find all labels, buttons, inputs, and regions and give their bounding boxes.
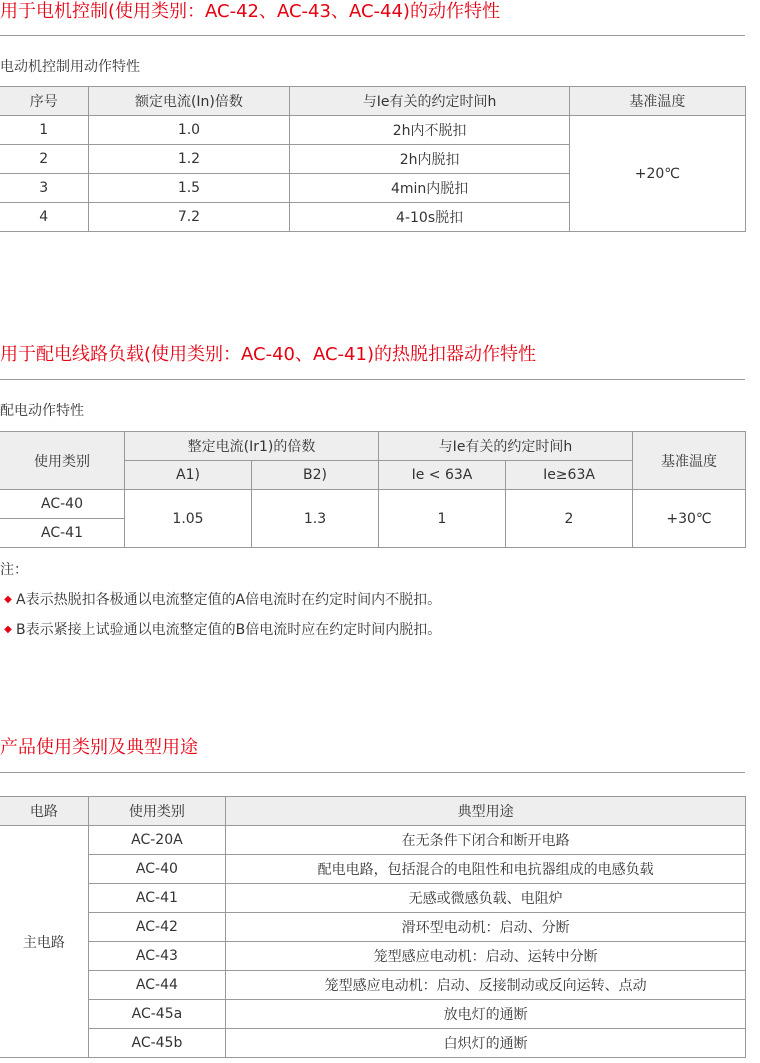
bullet-diamond-icon: ◆	[4, 594, 12, 605]
cell-a: 1.05	[125, 490, 252, 548]
table-row	[0, 1000, 746, 1029]
cell-use: 放电灯的通断	[226, 1000, 746, 1029]
table-row	[0, 1029, 746, 1058]
cell-category: AC-40	[0, 490, 125, 519]
cell-lt63: 1	[379, 490, 506, 548]
table-row	[0, 884, 746, 913]
note-label: 注：	[0, 562, 28, 578]
note-text: A表示热脱扣各极通以电流整定值的A倍电流时在约定时间内不脱扣。	[16, 592, 442, 608]
cell-ge63: 2	[506, 490, 633, 548]
table-row	[0, 490, 746, 519]
cell-temp: +20℃	[569, 116, 745, 232]
cell-time: 4min内脱扣	[290, 174, 569, 203]
cell-use: 白炽灯的通断	[226, 1029, 746, 1058]
section3-title: 产品使用类别及典型用途	[0, 737, 198, 758]
section2-divider	[0, 379, 745, 380]
table-row	[0, 971, 746, 1000]
col-header-time: 与Ie有关的约定时间h	[290, 87, 569, 116]
col-header-circuit: 电路	[0, 797, 88, 826]
col-header-multiple: 整定电流(Ir1)的倍数	[125, 432, 379, 461]
usage-table	[0, 796, 746, 1058]
section1-caption: 电动机控制用动作特性	[0, 59, 140, 75]
cell-multiple: 1.0	[88, 116, 290, 145]
cell-category: AC-45a	[88, 1000, 226, 1029]
cell-category: AC-45b	[88, 1029, 226, 1058]
note-item	[0, 615, 441, 645]
notes	[0, 555, 441, 645]
cell-category: AC-41	[88, 884, 226, 913]
cell-circuit: 主电路	[0, 826, 88, 1058]
col-header-category: 使用类别	[0, 432, 125, 490]
section2-title: 用于配电线路负载(使用类别：AC-40、AC-41)的热脱扣器动作特性	[0, 344, 536, 365]
cell-no: 1	[0, 116, 88, 145]
cell-use: 配电电路，包括混合的电阻性和电抗器组成的电感负载	[226, 855, 746, 884]
table-row	[0, 116, 746, 145]
sub-header-ge63: Ie≥63A	[506, 461, 633, 490]
table-row	[0, 913, 746, 942]
distribution-table	[0, 431, 746, 548]
cell-use: 在无条件下闭合和断开电路	[226, 826, 746, 855]
cell-b: 1.3	[252, 490, 379, 548]
section1-divider	[0, 35, 745, 36]
cell-multiple: 1.5	[88, 174, 290, 203]
cell-time: 2h内不脱扣	[290, 116, 569, 145]
col-header-temp: 基准温度	[633, 432, 746, 490]
bullet-diamond-icon: ◆	[4, 624, 12, 635]
cell-time: 4-10s脱扣	[290, 203, 569, 232]
col-header-no: 序号	[0, 87, 88, 116]
cell-use: 笼型感应电动机：启动、反接制动或反向运转、点动	[226, 971, 746, 1000]
cell-no: 4	[0, 203, 88, 232]
cell-temp: +30℃	[633, 490, 746, 548]
cell-use: 无感或微感负载、电阻炉	[226, 884, 746, 913]
note-item	[0, 585, 441, 615]
col-header-multiple: 额定电流(In)倍数	[88, 87, 290, 116]
cell-use: 滑环型电动机：启动、分断	[226, 913, 746, 942]
table-row	[0, 942, 746, 971]
cell-time: 2h内脱扣	[290, 145, 569, 174]
sub-header-lt63: Ie < 63A	[379, 461, 506, 490]
table-row	[0, 855, 746, 884]
cell-category: AC-43	[88, 942, 226, 971]
col-header-category: 使用类别	[88, 797, 226, 826]
cell-use: 笼型感应电动机：启动、运转中分断	[226, 942, 746, 971]
sub-header-b: B2)	[252, 461, 379, 490]
section2-caption: 配电动作特性	[0, 403, 84, 419]
col-header-use: 典型用途	[226, 797, 746, 826]
table-row	[0, 826, 746, 855]
section1-title: 用于电机控制(使用类别：AC-42、AC-43、AC-44)的动作特性	[0, 1, 500, 22]
cell-multiple: 7.2	[88, 203, 290, 232]
section3-divider	[0, 772, 745, 773]
cell-category: AC-40	[88, 855, 226, 884]
cell-category: AC-20A	[88, 826, 226, 855]
cell-category: AC-44	[88, 971, 226, 1000]
cell-no: 2	[0, 145, 88, 174]
sub-header-a: A1)	[125, 461, 252, 490]
cell-category: AC-42	[88, 913, 226, 942]
note-text: B表示紧接上试验通以电流整定值的B倍电流时应在约定时间内脱扣。	[16, 622, 442, 638]
cell-no: 3	[0, 174, 88, 203]
col-header-temp: 基准温度	[569, 87, 745, 116]
col-header-time: 与Ie有关的约定时间h	[379, 432, 633, 461]
motor-control-table	[0, 86, 746, 232]
cell-multiple: 1.2	[88, 145, 290, 174]
cell-category: AC-41	[0, 519, 125, 548]
